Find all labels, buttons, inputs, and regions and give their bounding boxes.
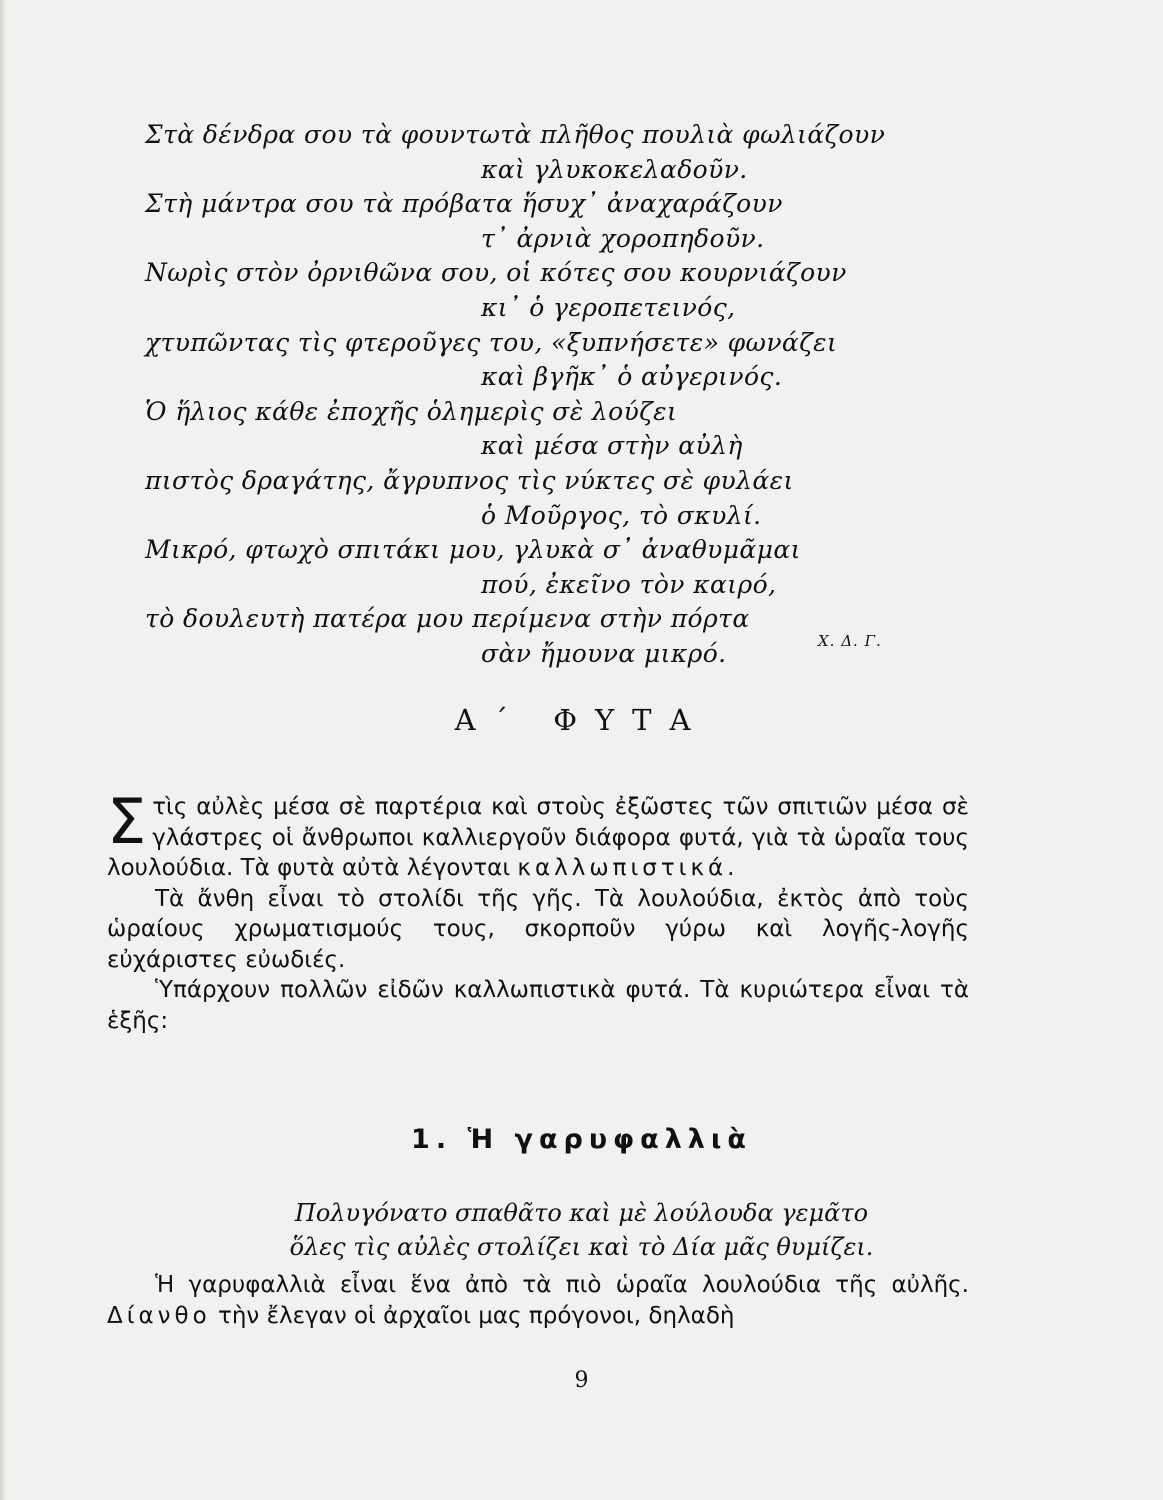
subsection-paragraph-end: τὴν ἔλεγαν οἱ ἀρχαῖοι μας πρόγονοι, δηλαδὴ [217,1302,735,1329]
couplet-line: Πολυγόνατο σπαθᾶτο καὶ μὲ λούλουδα γεμᾶτο [294,1199,869,1227]
poem-line: καὶ μέσα στὴν αὐλὴ [481,431,743,461]
poem-line: κι᾿ ὁ γεροπετεινός, [481,292,736,322]
intro-term: καλλωπιστικά. [517,855,739,881]
subsection-text [107,1270,969,1331]
poem-line: πού, ἐκεῖνο τὸν καιρό, [481,569,777,599]
poem-line: Στὰ δένδρα σου τὰ φουντωτὰ πλῆθος πουλιὰ φωλιάζουν [145,120,886,149]
couplet-line: ὅλες τὶς αὐλὲς στολίζει καὶ τὸ Δία μᾶς θυμίζει. [289,1233,874,1261]
poem-line: καὶ βγῆκ᾿ ὁ αὐγερινός. [481,362,783,392]
page-edge [0,0,6,1500]
intro-paragraph-3: Ὑπάρχουν πολλῶν εἰδῶν καλλωπιστικὰ φυτά. Τὰ κυριώτερα εἶναι τὰ ἑξῆς: [107,977,969,1034]
intro-paragraph-2: Τὰ ἄνθη εἶναι τὸ στολίδι τῆς γῆς. Τὰ λουλούδια, ἐκτὸς ἀπὸ τοὺς ὡραίους χρωματισμούς τους, σκορποῦν γύρω καὶ λογῆς-λογῆς εὐχάριστες εὐωδιές. [107,885,969,973]
intro-paragraph-1 [107,785,969,884]
subsection-paragraph-start: Ἡ γαρυφαλλιὰ εἶναι ἕνα ἀπὸ τὰ πιὸ ὡραῖα λουλούδια τῆς αὐλῆς. [155,1272,969,1298]
couplet [0,1196,1163,1264]
poem-line: πιστὸς δραγάτης, ἄγρυπνος τὶς νύκτες σὲ φυλάει [145,465,794,495]
poem [145,118,905,672]
poem-line: Ὁ ἥλιος κάθε ἐποχῆς ὁλημερὶς σὲ λούζει [145,396,678,426]
poem-line: καὶ γλυκοκελαδοῦν. [481,154,748,184]
intro-text [107,785,969,1036]
poem-line: Στὴ μάντρα σου τὰ πρόβατα ἥσυχ᾿ ἀναχαράζουν [145,189,783,219]
subsection-term: Δίανθο [107,1302,211,1329]
poem-signature: Χ. Δ. Γ. [818,632,882,650]
section-title: Α΄ ΦΥΤΑ [454,703,709,737]
poem-line: σὰν ἤμουνα μικρό. [481,638,727,668]
intro-paragraph-1-text: τὶς αὐλὲς μέσα σὲ παρτέρια καὶ στοὺς ἐξῶστες τῶν σπιτιῶν μέσα σὲ γλάστρες οἱ ἄνθρωποι καλλιεργοῦν διάφορα φυτά, γιὰ τὰ ὡραῖα τους λουλούδια. Τὰ φυτὰ αὐτὰ λέγονται [107,794,969,881]
poem-line: ὁ Μοῦργος, τὸ σκυλί. [481,500,762,530]
poem-line: Νωρὶς στὸν ὀρνιθῶνα σου, οἱ κότες σου κουρνιάζουν [145,258,847,288]
poem-line: τὸ δουλευτὴ πατέρα μου περίμενα στὴν πόρτα [145,604,750,634]
poem-line: Μικρό, φτωχὸ σπιτάκι μου, γλυκὰ σ᾿ ἀναθυμᾶμαι [145,535,801,565]
page-number: 9 [574,1368,589,1393]
subsection-paragraph-1 [107,1270,969,1331]
poem-line: τ᾿ ἀρνιὰ χοροπηδοῦν. [481,223,765,253]
subsection-title: 1. Ἡ γαρυφαλλιὰ [411,1124,752,1155]
drop-cap: Σ [107,785,147,858]
poem-line: χτυπῶντας τὶς φτεροῦγες του, «ξυπνήσετε» φωνάζει [145,327,838,357]
